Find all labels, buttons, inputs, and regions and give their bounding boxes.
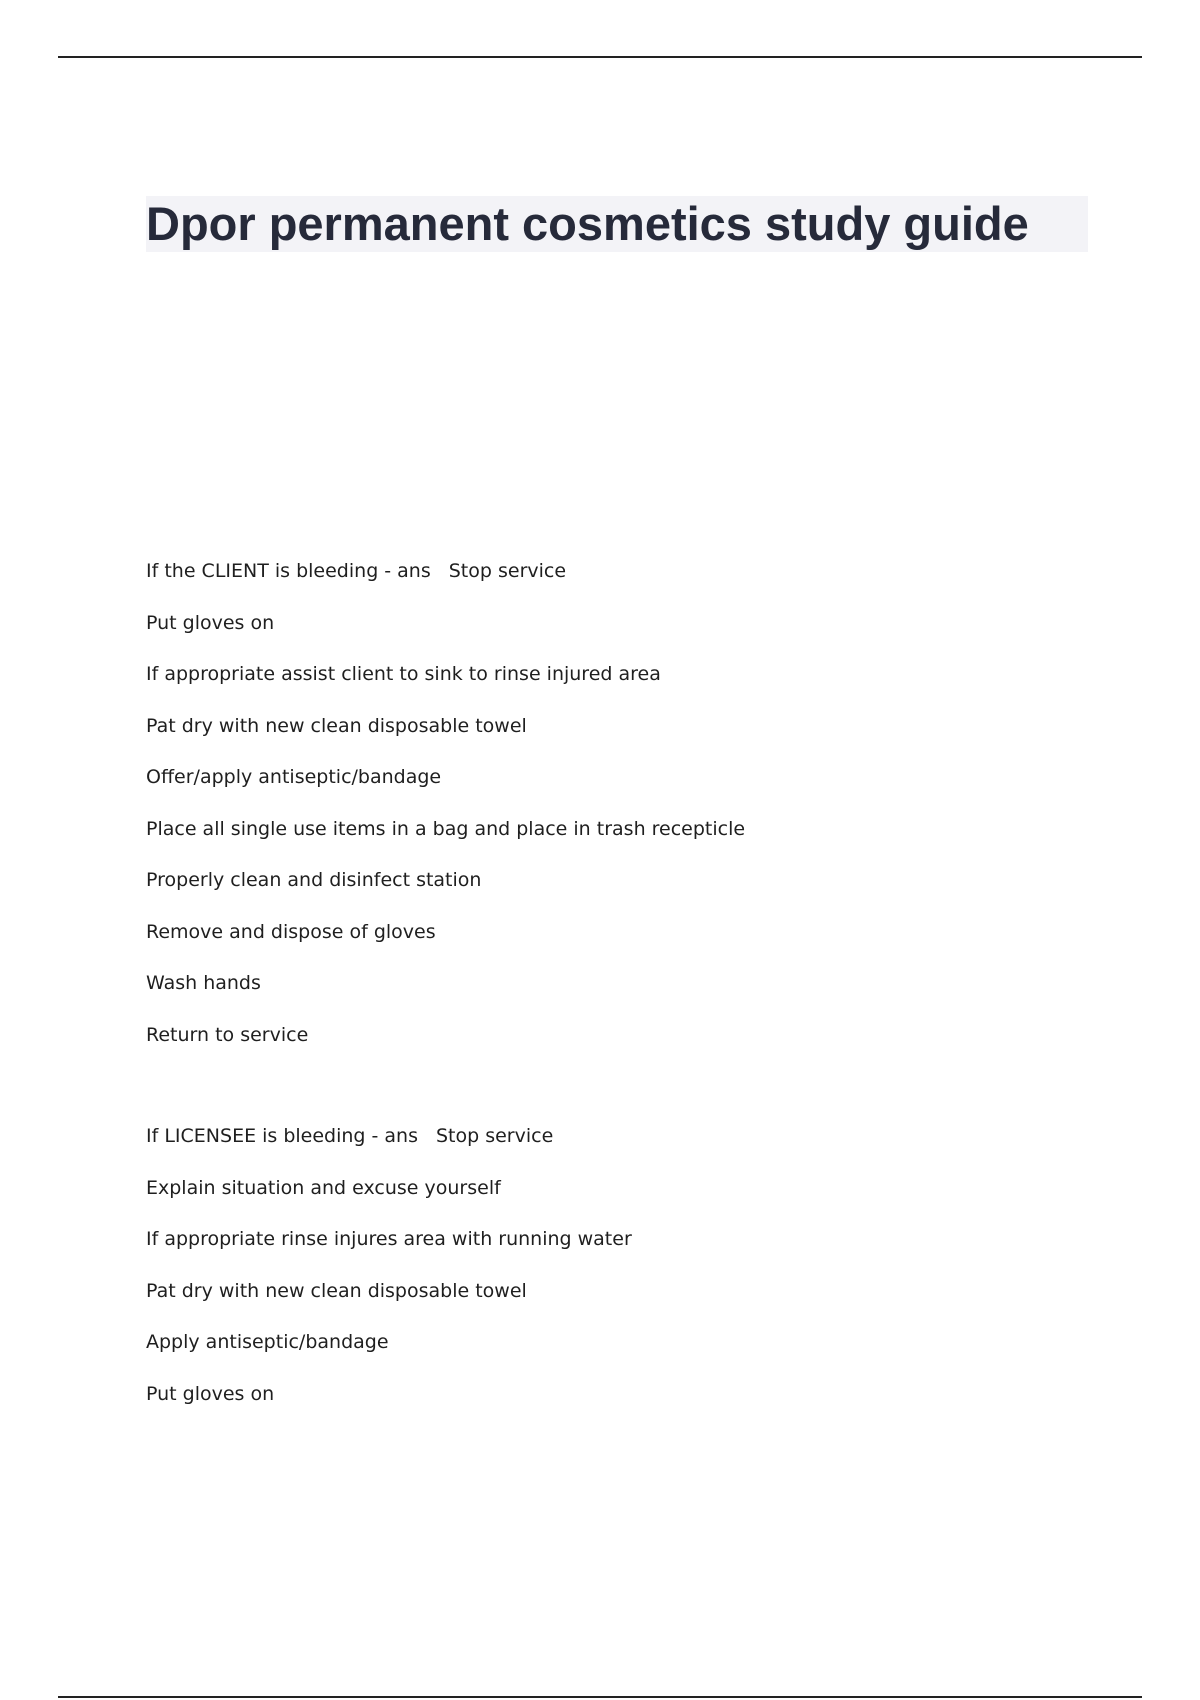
answer-prefix: ans: [384, 1125, 418, 1147]
header-rule: [58, 56, 1142, 58]
question-line: [146, 559, 745, 611]
step-line: Pat dry with new clean disposable towel: [146, 1279, 527, 1302]
document-title: Dpor permanent cosmetics study guide: [146, 197, 1029, 250]
footer-rule: [58, 1696, 1142, 1698]
step-line: If appropriate rinse injures area with running water: [146, 1228, 632, 1250]
step-line: Put gloves on: [146, 611, 275, 634]
step-line: Properly clean and disinfect station: [146, 869, 482, 891]
answer-first-line: Stop service: [435, 1125, 554, 1147]
step-line: Wash hands: [146, 972, 261, 994]
step-line: Apply antiseptic/bandage: [146, 1331, 389, 1353]
answer-first-line: Stop service: [448, 560, 567, 582]
step-line: Return to service: [146, 1023, 309, 1046]
step-line: Place all single use items in a bag and place in trash recepticle: [146, 817, 746, 840]
step-line: Pat dry with new clean disposable towel: [146, 714, 527, 737]
step-line: Remove and dispose of gloves: [146, 920, 436, 943]
step-line: Put gloves on: [146, 1382, 275, 1405]
question-line: [146, 1124, 632, 1176]
step-line: Offer/apply antiseptic/bandage: [146, 766, 442, 788]
client-bleeding-section: [146, 559, 745, 1074]
answer-prefix: ans: [397, 560, 431, 582]
licensee-bleeding-section: [146, 1124, 632, 1433]
step-line: If appropriate assist client to sink to rinse injured area: [146, 663, 661, 685]
question-text: If the CLIENT is bleeding -: [146, 560, 392, 582]
step-line: Explain situation and excuse yourself: [146, 1176, 501, 1199]
question-text: If LICENSEE is bleeding -: [146, 1125, 379, 1147]
